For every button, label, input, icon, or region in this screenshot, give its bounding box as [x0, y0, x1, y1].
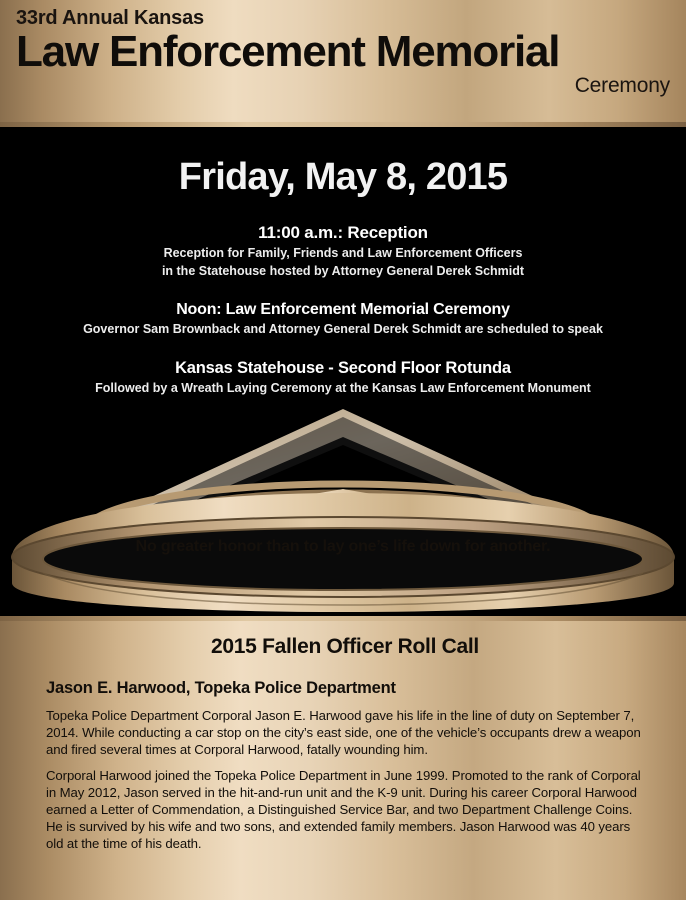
event-details-section	[0, 127, 686, 616]
reception-time: 11:00 a.m.: Reception	[258, 223, 428, 242]
officer-paragraph-1: Topeka Police Department Corporal Jason E. Harwood gave his life in the line of duty on September 7, 2014. While conducting a car stop on the city’s east side, one of the vehicle’s occupants drew a weapon and fired several times at Corporal Harwood, fatally wounding him.	[46, 708, 641, 757]
roll-call-section	[0, 621, 686, 900]
event-location: Kansas Statehouse - Second Floor Rotunda	[175, 359, 511, 377]
officer-paragraph-2: Corporal Harwood joined the Topeka Police Department in June 1999. Promoted to the rank of Corporal in May 2012, Jason served in the hit-and-run unit and the K-9 unit. During his career Corporal Harwood earned a Letter of Commendation, a Distinguished Service Bar, and two Department Challenge Coins. He is survived by his wife and two sons, and extended family members. Jason Harwood was 40 years old at the time of his death.	[46, 768, 641, 851]
header-title: Law Enforcement Memorial	[16, 27, 560, 76]
poster-header	[0, 0, 686, 122]
ceremony-time: Noon: Law Enforcement Memorial Ceremony	[176, 301, 510, 318]
officer-name: Jason E. Harwood, Topeka Police Department	[46, 679, 396, 697]
event-location-detail: Followed by a Wreath Laying Ceremony at the Kansas Law Enforcement Monument	[95, 381, 591, 395]
monument-quote: No greater honor than to lay one’s life down for another.	[135, 538, 551, 555]
monument-svg	[0, 397, 686, 612]
reception-detail-1: Reception for Family, Friends and Law Enforcement Officers	[163, 246, 523, 260]
roll-call-title: 2015 Fallen Officer Roll Call	[211, 635, 479, 658]
monument-illustration	[0, 397, 686, 612]
reception-detail-2: in the Statehouse hosted by Attorney General Derek Schmidt	[161, 264, 525, 278]
event-date: Friday, May 8, 2015	[178, 156, 508, 198]
header-subtitle: Ceremony	[574, 74, 670, 97]
header-line-1: 33rd Annual Kansas	[16, 7, 204, 29]
ceremony-detail: Governor Sam Brownback and Attorney General Derek Schmidt are scheduled to speak	[83, 322, 603, 336]
